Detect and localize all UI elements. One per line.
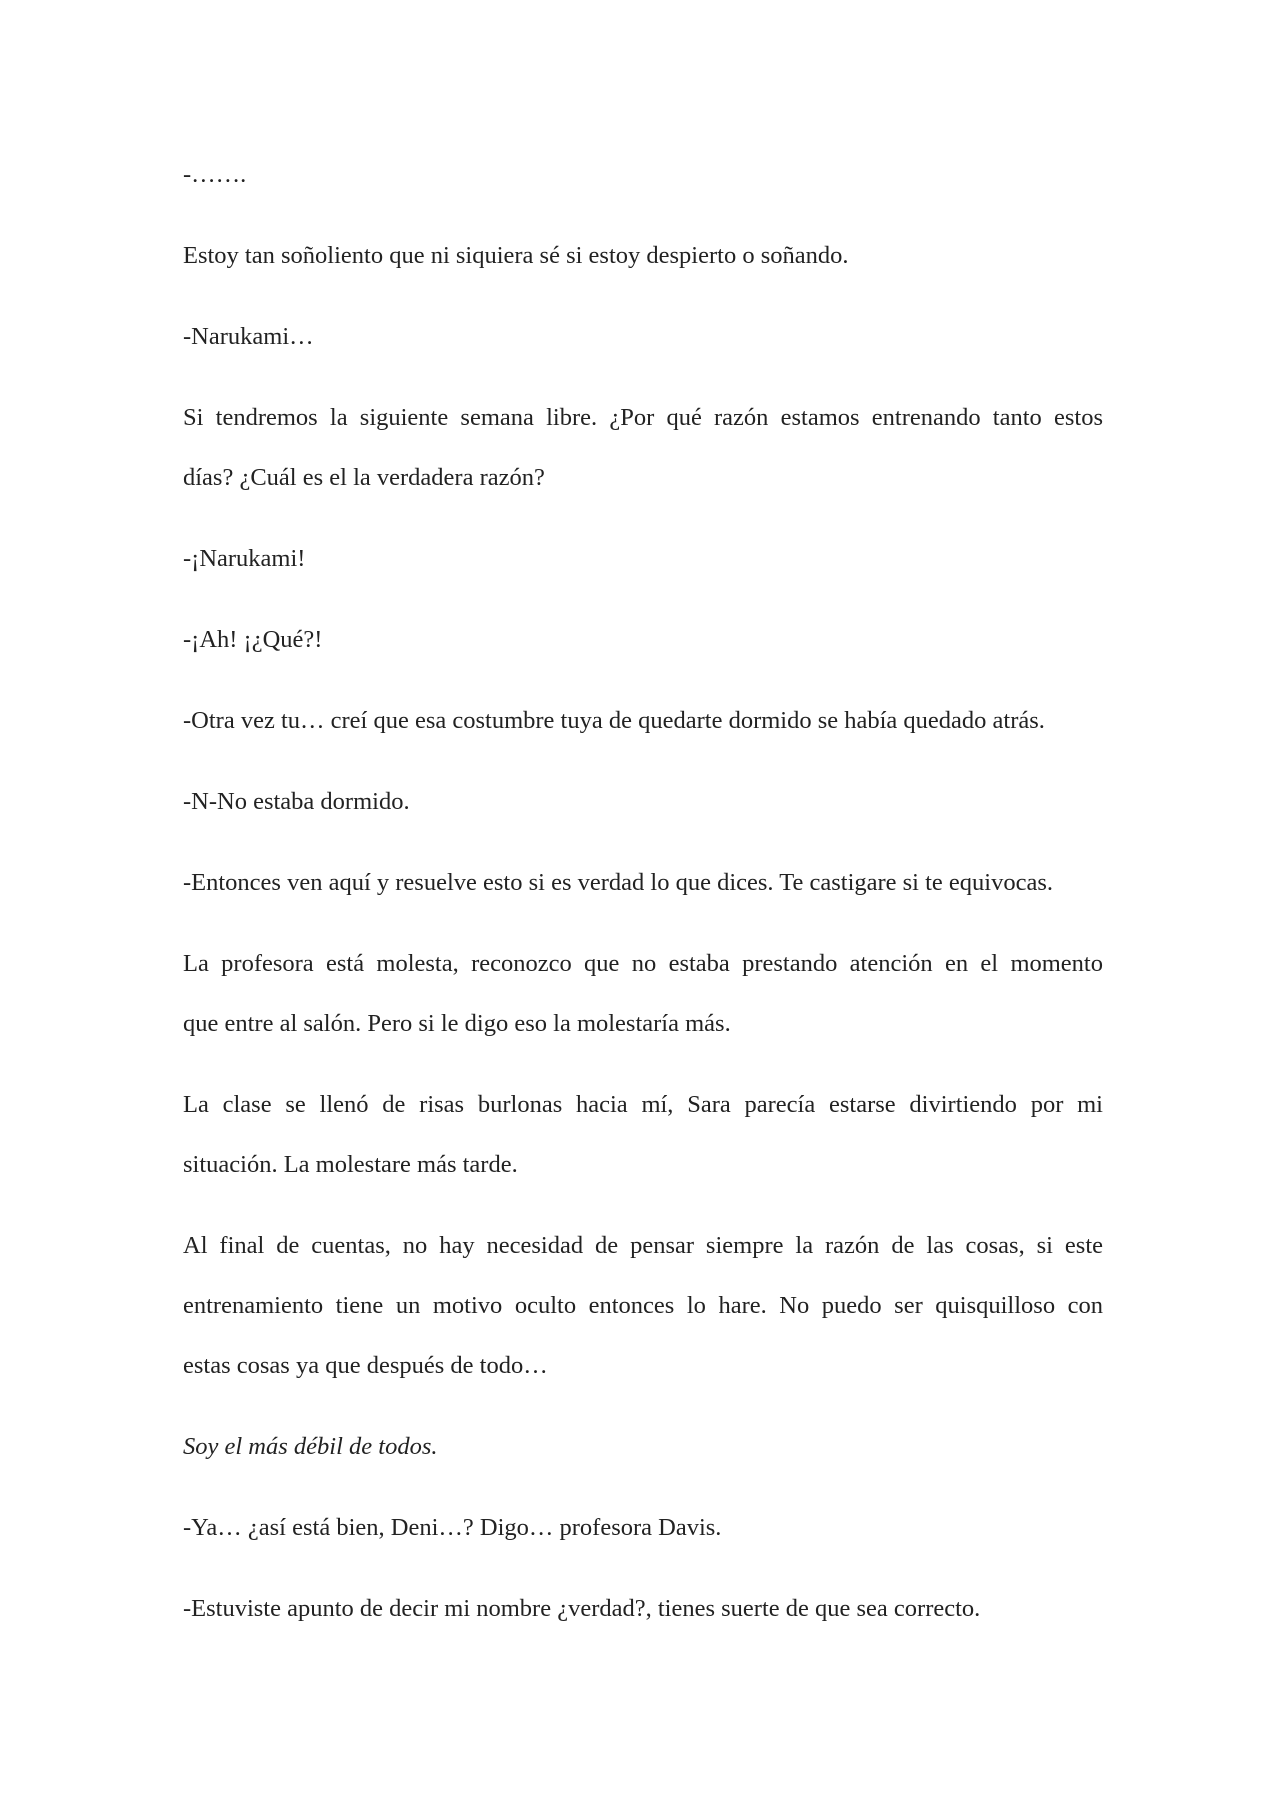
paragraph-8 [183, 772, 1103, 832]
text-line: -……. [183, 161, 247, 188]
paragraph-1 [183, 145, 1103, 205]
text-line: Si tendremos la siguiente semana libre. ¿Por qué razón estamos entrenando tanto estos [183, 404, 1103, 431]
text-line: La profesora está molesta, reconozco que no estaba prestando atención en el momento [183, 950, 1103, 977]
paragraph-14 [183, 1498, 1103, 1558]
text-line: Soy el más débil de todos. [183, 1433, 438, 1460]
text-line: días? ¿Cuál es el la verdadera razón? [183, 464, 545, 491]
text-line: que entre al salón. Pero si le digo eso la molestaría más. [183, 1010, 731, 1037]
paragraph-6 [183, 610, 1103, 670]
text-line: -Ya… ¿así está bien, Deni…? Digo… profesora Davis. [183, 1514, 722, 1541]
text-line: -¡Narukami! [183, 545, 306, 572]
text-line: -Otra vez tu… creí que esa costumbre tuya de quedarte dormido se había quedado atrás. [183, 707, 1045, 734]
text-line: estas cosas ya que después de todo… [183, 1352, 548, 1379]
paragraph-10 [183, 934, 1103, 1054]
paragraph-11 [183, 1075, 1103, 1195]
text-line: -Estuviste apunto de decir mi nombre ¿verdad?, tienes suerte de que sea correcto. [183, 1595, 981, 1622]
text-line: Al final de cuentas, no hay necesidad de pensar siempre la razón de las cosas, si este [183, 1232, 1103, 1259]
text-line: La clase se llenó de risas burlonas hacia mí, Sara parecía estarse divirtiendo por mi [183, 1091, 1103, 1118]
text-line: Estoy tan soñoliento que ni siquiera sé si estoy despierto o soñando. [183, 242, 849, 269]
document-body [183, 145, 1103, 1660]
paragraph-5 [183, 529, 1103, 589]
text-line: situación. La molestare más tarde. [183, 1151, 518, 1178]
text-line: entrenamiento tiene un motivo oculto entonces lo hare. No puedo ser quisquilloso con [183, 1292, 1103, 1319]
paragraph-3 [183, 307, 1103, 367]
text-line: -Narukami… [183, 323, 314, 350]
paragraph-4 [183, 388, 1103, 508]
paragraph-12 [183, 1216, 1103, 1396]
text-line: -Entonces ven aquí y resuelve esto si es verdad lo que dices. Te castigare si te equivocas. [183, 869, 1054, 896]
paragraph-2 [183, 226, 1103, 286]
text-line: -¡Ah! ¡¿Qué?! [183, 626, 323, 653]
text-line: -N-No estaba dormido. [183, 788, 410, 815]
paragraph-7 [183, 691, 1103, 751]
paragraph-9 [183, 853, 1103, 913]
paragraph-15 [183, 1579, 1103, 1639]
paragraph-13 [183, 1417, 1103, 1477]
